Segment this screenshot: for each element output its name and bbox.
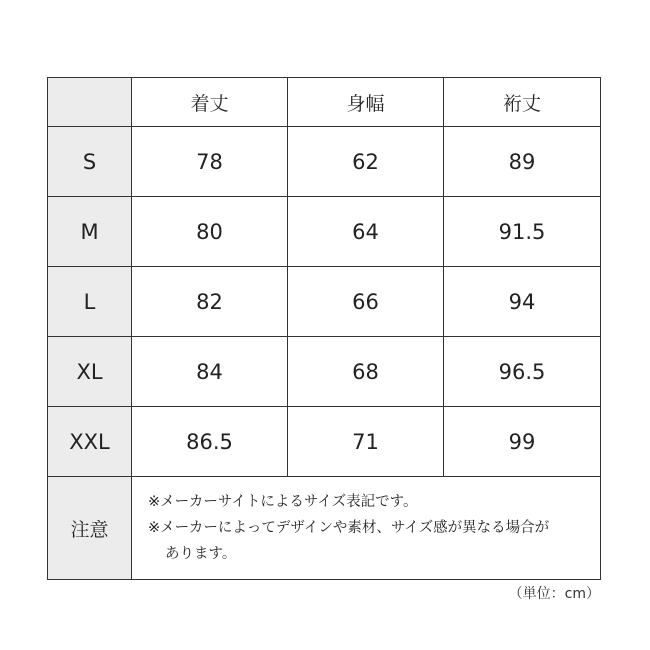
width-value: 62: [288, 127, 444, 197]
size-label: XXL: [48, 407, 132, 477]
header-length: 着丈: [132, 78, 288, 127]
size-chart-table: [47, 77, 601, 580]
table-row: [48, 267, 601, 337]
length-value: 78: [132, 127, 288, 197]
width-value: 64: [288, 197, 444, 267]
length-value: 82: [132, 267, 288, 337]
notes-row: [48, 477, 601, 580]
sleeve-value: 99: [444, 407, 601, 477]
note-line-2: ※メーカーによってデザインや素材、サイズ感が異なる場合が: [148, 520, 550, 536]
unit-note: （単位：cm）: [508, 586, 600, 602]
size-label: XL: [48, 337, 132, 407]
header-sleeve: 裄丈: [444, 78, 601, 127]
note-line-1: ※メーカーサイトによるサイズ表記です。: [148, 494, 418, 510]
header-corner-cell: [48, 78, 132, 127]
sleeve-value: 89: [444, 127, 601, 197]
notes-text: [132, 477, 601, 580]
size-label: L: [48, 267, 132, 337]
table-row: [48, 407, 601, 477]
sleeve-value: 91.5: [444, 197, 601, 267]
sleeve-value: 96.5: [444, 337, 601, 407]
width-value: 68: [288, 337, 444, 407]
sleeve-value: 94: [444, 267, 601, 337]
table-row: [48, 127, 601, 197]
size-label: S: [48, 127, 132, 197]
length-value: 84: [132, 337, 288, 407]
note-line-2-continuation: あります。: [165, 546, 237, 562]
length-value: 86.5: [132, 407, 288, 477]
size-label: M: [48, 197, 132, 267]
table-row: [48, 337, 601, 407]
length-value: 80: [132, 197, 288, 267]
width-value: 66: [288, 267, 444, 337]
table-row: [48, 197, 601, 267]
table-header-row: [48, 78, 601, 127]
notes-label: 注意: [48, 477, 132, 580]
header-width: 身幅: [288, 78, 444, 127]
width-value: 71: [288, 407, 444, 477]
